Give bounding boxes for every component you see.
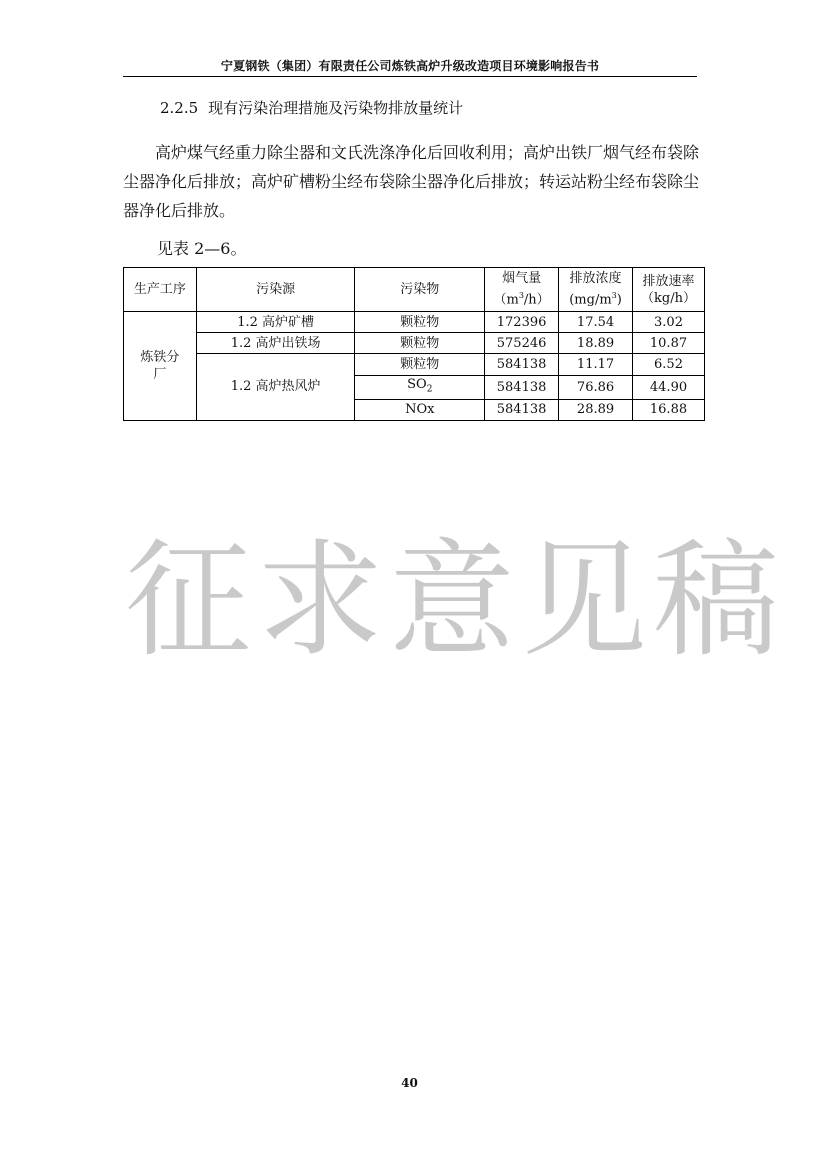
flow-cell: 172396	[485, 312, 559, 333]
table-row	[124, 312, 705, 333]
header-rate-unit: （kg/h）	[641, 290, 696, 306]
flow-cell: 584138	[485, 354, 559, 376]
page-number: 40	[401, 1076, 418, 1090]
header-concentration	[559, 268, 633, 312]
header-rate	[633, 268, 705, 312]
header-concentration-unit: $(mg/m^3)$	[569, 291, 622, 308]
pollutant-cell: 颗粒物	[355, 312, 485, 333]
flow-cell: 584138	[485, 376, 559, 400]
table-row	[124, 354, 705, 376]
rate-cell: 16.88	[633, 399, 705, 420]
header-rule	[123, 76, 697, 77]
draft-watermark: 征求意见稿	[125, 527, 785, 674]
concentration-cell: 76.86	[559, 376, 633, 400]
rate-cell: 6.52	[633, 354, 705, 376]
section-number: 2.2.5	[160, 99, 199, 117]
table-header-row	[124, 268, 705, 312]
table-reference: 见表 2—6。	[157, 239, 247, 258]
header-flow	[485, 268, 559, 312]
page-header: 宁夏钢铁（集团）有限责任公司炼铁高炉升级改造项目环境影响报告书	[220, 59, 600, 73]
source-cell: 1.2 高炉出铁场	[196, 333, 355, 354]
header-process: 生产工序	[124, 268, 197, 312]
concentration-cell: 17.54	[559, 312, 633, 333]
source-cell: 1.2 高炉矿槽	[196, 312, 355, 333]
flow-cell: 584138	[485, 399, 559, 420]
emission-table	[123, 267, 705, 421]
pollutant-cell: 颗粒物	[355, 333, 485, 354]
header-flow-unit: $(m^3/h)$	[493, 291, 550, 308]
concentration-cell: 28.89	[559, 399, 633, 420]
rate-cell: 3.02	[633, 312, 705, 333]
section-heading	[160, 97, 463, 118]
header-flow-label: 烟气量	[502, 271, 542, 287]
header-source: 污染源	[196, 268, 355, 312]
header-rate-label: 排放速率	[642, 273, 695, 289]
pollutant-cell: 颗粒物	[355, 354, 485, 376]
process-cell: 炼铁分厂	[124, 312, 197, 421]
header-pollutant: 污染物	[355, 268, 485, 312]
flow-cell: 575246	[485, 333, 559, 354]
pollutant-cell: NOx	[355, 399, 485, 420]
section-title: 现有污染治理措施及污染物排放量统计	[208, 99, 464, 117]
concentration-cell: 18.89	[559, 333, 633, 354]
concentration-cell: 11.17	[559, 354, 633, 376]
header-concentration-label: 排放浓度	[569, 271, 622, 287]
rate-cell: 10.87	[633, 333, 705, 354]
rate-cell: 44.90	[633, 376, 705, 400]
table-row	[124, 333, 705, 354]
body-paragraph: 高炉煤气经重力除尘器和文氏洗涤净化后回收利用；高炉出铁厂烟气经布袋除尘器净化后排放；高炉矿槽粉尘经布袋除尘器净化后排放；转运站粉尘经布袋除尘器净化后排放。	[123, 143, 700, 220]
source-cell: 1.2 高炉热风炉	[196, 354, 355, 421]
pollutant-cell: $SO_2$	[355, 376, 485, 400]
